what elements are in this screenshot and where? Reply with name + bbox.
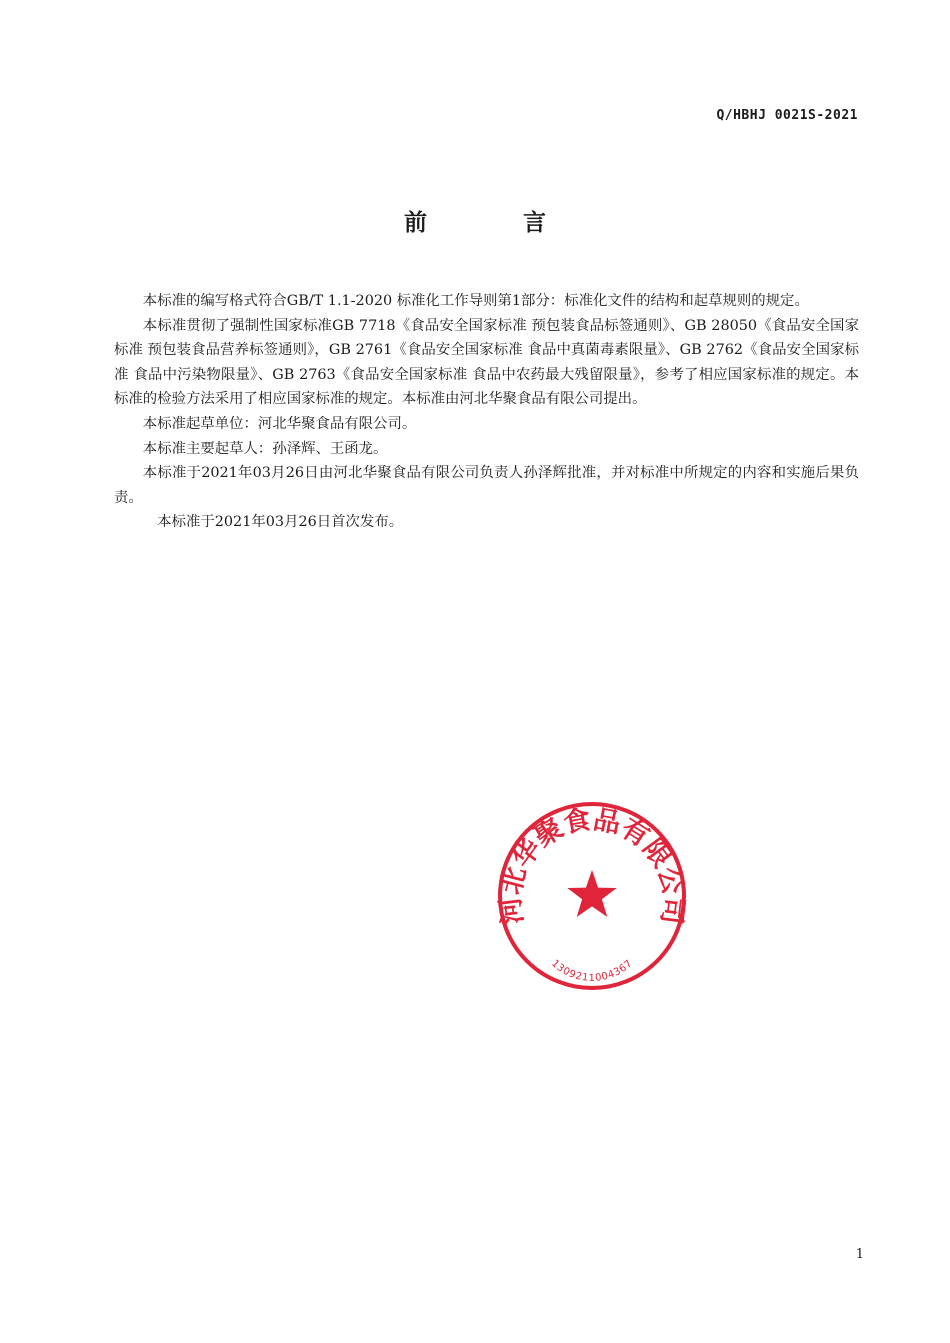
page-number: 1	[855, 1247, 864, 1262]
paragraph-approval: 本标准于2021年03月26日由河北华聚食品有限公司负责人孙泽辉批准，并对标准中所规定的内容和实施后果负责。	[114, 465, 859, 506]
seal-number: 1309211004367	[549, 958, 635, 984]
foreword-body	[114, 289, 859, 535]
company-seal	[494, 798, 690, 994]
star-icon	[567, 870, 616, 917]
paragraph-drafting-unit: 本标准起草单位：河北华聚食品有限公司。	[142, 415, 417, 432]
paragraph-format: 本标准的编写格式符合GB/T 1.1-2020 标准化工作导则第1部分：标准化文件的结构和起草规则的规定。	[142, 293, 809, 309]
paragraph-standards: 本标准贯彻了强制性国家标准GB 7718《食品安全国家标准 预包装食品标签通则》、GB 28050《食品安全国家标准 预包装食品营养标签通则》，GB 2761《食品安全国家标准 食品中真菌毒素限量》、GB 2762《食品安全国家标准 食品中污染物限量》、GB 2763《食品安全国家标准 食品中农药最大残留限量》，参考了相应国家标准的规定。本标准的检验方法采用了相应国家标准的规定。本标准由河北华聚食品有限公司提出。	[114, 317, 859, 408]
seal-company-name: 河北华聚食品有限公司	[495, 804, 689, 926]
document-code: Q/HBHJ 0021S-2021	[716, 108, 858, 123]
title-char-2: 言	[523, 210, 546, 236]
paragraph-drafters: 本标准主要起草人：孙泽辉、王函龙。	[142, 440, 388, 457]
paragraph-release: 本标准于2021年03月26日首次发布。	[157, 514, 404, 531]
title-char-1: 前	[404, 210, 427, 236]
page-title	[0, 204, 950, 237]
